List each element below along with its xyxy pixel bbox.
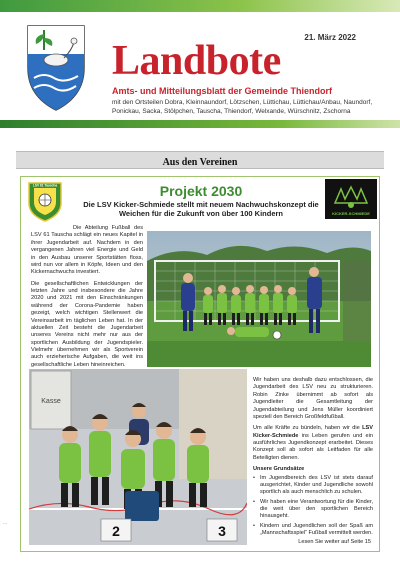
text-run: Um alle Kräfte zu bündeln, haben wir die <box>253 425 363 432</box>
article-subheadline: Die LSV Kicker-Schmiede stellt mit neuem Nachwuchskonzept die Weichen für die Zukunft von über 100 Kindern <box>83 200 319 218</box>
masthead <box>0 0 400 128</box>
principles-title: Unsere Grundsätze <box>253 466 305 473</box>
left-column <box>31 225 143 373</box>
paragraph: Die gesellschaftlichen Entwicklungen der letzten Jahre und insbesondere die Jahre 2020 und 2021 mit den Einschränkungen während der Corona-Pandemie haben gezeigt, welch wichtigen Stellenwert die Vereinsarbeit im täglichen Leben hat. In der aktuellen Zeit besteht die Jugendarbeit unseres Vereins nicht mehr nur aus der sportlichen Ausbildung der Jugendspieler. Vielmehr übernehmen wir als Sportverein auch erzieherische Aufgaben, die weit ins gesellschaftliche Leben hineinreichen. <box>31 280 143 368</box>
principles-list <box>253 475 373 538</box>
paragraph: Die Abteilung Fußball des LSV 61 Tauscha schlägt ein neues Kapitel in ihrer Jugendarbeit auf. Nachdem in den vergangenen Jahren viel Energie und Geld in den Ausbau unserer Sportstätten floss, wird nun vor allem in Köpfe, Ideen und den Kickernachwuchs investiert. <box>31 225 143 276</box>
podium-number: 3 <box>218 523 226 539</box>
podium-number: 2 <box>112 523 120 539</box>
newspaper-subtitle: Amts- und Mitteilungsblatt der Gemeinde Thiendorf <box>112 86 333 96</box>
kids-photo <box>29 369 247 545</box>
club-crest-text: LSV 61 Tauscha <box>32 183 58 188</box>
list-item: • Im Jugendbereich des LSV ist stets darauf ausgerichtet, Kinder und Jugendliche sowohl sportlich als auch menschlich zu schulen. <box>253 475 373 497</box>
article-box <box>20 176 380 552</box>
issue-date: 21. März 2022 <box>304 33 356 42</box>
article-headline: Projekt 2030 <box>159 183 243 199</box>
list-item: • Kindern und Jugendlichen soll der Spaß am „Mannschaftsspiel“ Fußball vermittelt werden. <box>253 523 373 538</box>
team-photo <box>147 231 371 367</box>
margin-mark: ... <box>3 520 8 526</box>
right-column <box>253 377 373 540</box>
masthead-bottom-band <box>0 120 400 128</box>
section-header <box>16 151 384 169</box>
districts-list: mit den Ortsteilen Dobra, Kleinnaundorf, Lötzschen, Lüttichau, Lüttichau/Anbau, Naundorf, Ponickau, Sacka, Stölpchen, Tauscha, Thiendorf, Welxande, Würschnitz, Zschorna <box>112 99 373 115</box>
list-item: • Wir haben eine Verantwortung für die Kinder, die weit über den sportlichen Bereich hinausgeht. <box>253 499 373 521</box>
section-title: Aus den Vereinen <box>162 157 238 168</box>
text-run: ins Leben gerufen und ein ausführliches Jugendkonzept erarbeitet. Dieses Konzept soll ab sofort als Leitfaden für alle Beteiligten dienen. <box>253 432 373 461</box>
kicker-schmiede-logo-icon <box>325 179 377 219</box>
continue-note: Lesen Sie weiter auf Seite 15 <box>298 539 371 545</box>
municipal-coat-of-arms-icon <box>20 16 92 114</box>
paragraph <box>253 425 373 462</box>
newspaper-title: Landbote <box>112 38 281 84</box>
masthead-top-band <box>0 0 400 12</box>
photo-banner-text: Kasse <box>41 398 61 405</box>
text-emphasis: LSV Kicker-Schmiede <box>253 425 373 439</box>
paragraph: Wir haben uns deshalb dazu entschlossen, die Jugendarbeit des LSV neu zu strukturieren. Robin Zinke übernimmt ab sofort als Jugendleiter die Gesamtleitung der Jugendabteilung und Jens Müller koordiniert speziell den Bereich Großfeldfußball. <box>253 377 373 420</box>
partner-logo-text: KICKER-SCHMIEDE <box>332 211 370 216</box>
